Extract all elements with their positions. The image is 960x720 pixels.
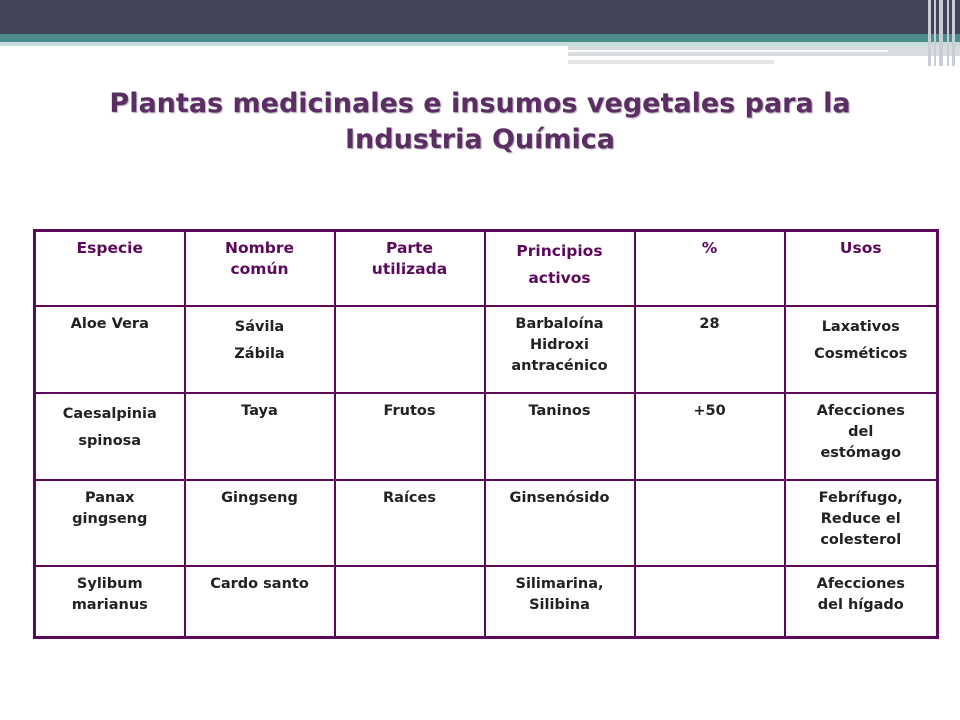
cell-text: Silibina <box>529 596 590 613</box>
slide-title-line-1: Plantas medicinales e insumos vegetales para la <box>109 88 851 119</box>
cell-text: Afecciones <box>816 575 905 592</box>
table-cell <box>785 480 938 566</box>
cell-text: Cosméticos <box>814 345 908 362</box>
cell-text: Barbaloína <box>515 315 604 332</box>
table-cell <box>35 306 185 393</box>
table-cell <box>335 480 485 566</box>
table-row <box>35 306 938 393</box>
table-cell <box>485 566 635 638</box>
cell-text: Gingseng <box>221 489 298 506</box>
accent-bar <box>0 34 960 42</box>
cell-text: antracénico <box>511 357 608 374</box>
table-cell <box>35 393 185 480</box>
header-text: común <box>230 260 289 278</box>
header-text: Principios <box>516 242 603 260</box>
header-text: Nombre <box>224 239 295 257</box>
cell-text: Silimarina, <box>515 575 604 592</box>
cell-text: Febrífugo, <box>818 489 903 506</box>
cell-text: Zábila <box>234 345 285 362</box>
cell-text: Hidroxi <box>530 336 589 353</box>
header-text: utilizada <box>371 260 448 278</box>
table-cell <box>635 393 785 480</box>
cell-text: del hígado <box>817 596 904 613</box>
header-cell-nombre-comun <box>185 231 335 306</box>
cell-text: Laxativos <box>821 318 900 335</box>
cell-text: marianus <box>71 596 148 613</box>
table-cell <box>635 480 785 566</box>
slide-title-line-2: Industria Química <box>344 124 616 155</box>
table-row <box>35 480 938 566</box>
cell-text: +50 <box>693 402 726 419</box>
table-cell <box>35 566 185 638</box>
cell-text: Frutos <box>383 402 436 419</box>
table-cell <box>185 393 335 480</box>
header-cell-parte-utilizada <box>335 231 485 306</box>
top-decorative-bar <box>0 0 960 34</box>
cell-text: Aloe Vera <box>70 315 149 332</box>
table-cell <box>185 566 335 638</box>
slide-title <box>60 86 900 158</box>
table-cell <box>785 566 938 638</box>
cell-text: Cardo santo <box>210 575 309 592</box>
cell-text: Sávila <box>234 318 285 335</box>
table-cell <box>485 480 635 566</box>
table-row <box>35 393 938 480</box>
header-cell-usos <box>785 231 938 306</box>
header-cell-principios-activos <box>485 231 635 306</box>
header-text: Usos <box>839 239 882 257</box>
table-header-row <box>35 231 938 306</box>
cell-text: Reduce el <box>820 510 901 527</box>
decorative-bar-white <box>568 50 888 52</box>
cell-text: Taninos <box>528 402 591 419</box>
table-cell <box>635 566 785 638</box>
header-cell-especie <box>35 231 185 306</box>
header-text: Especie <box>76 239 143 257</box>
cell-text: estómago <box>820 444 902 461</box>
table-row <box>35 566 938 638</box>
table-cell <box>485 306 635 393</box>
table-cell <box>185 306 335 393</box>
table-cell <box>785 306 938 393</box>
decorative-bar-grey-short <box>568 60 774 64</box>
table-cell <box>485 393 635 480</box>
cell-text: Ginsenósido <box>509 489 610 506</box>
table-cell <box>785 393 938 480</box>
table-cell <box>335 566 485 638</box>
cell-text: gingseng <box>72 510 148 527</box>
table-cell <box>635 306 785 393</box>
cell-text: colesterol <box>820 531 902 548</box>
cell-text: Taya <box>241 402 278 419</box>
header-cell-percent <box>635 231 785 306</box>
table-cell <box>35 480 185 566</box>
cell-text: Caesalpinia <box>62 405 157 422</box>
table-cell <box>335 393 485 480</box>
cell-text: Raíces <box>383 489 436 506</box>
cell-text: Afecciones <box>816 402 905 419</box>
header-text: % <box>701 239 718 257</box>
header-text: activos <box>528 269 591 287</box>
vertical-stripes-decoration <box>928 0 960 66</box>
cell-text: Sylibum <box>76 575 143 592</box>
plants-table <box>33 229 939 639</box>
cell-text: 28 <box>699 315 720 332</box>
cell-text: spinosa <box>78 432 142 449</box>
cell-text: del <box>848 423 874 440</box>
cell-text: Panax <box>85 489 135 506</box>
table-cell <box>335 306 485 393</box>
header-text: Parte <box>386 239 433 257</box>
table-cell <box>185 480 335 566</box>
